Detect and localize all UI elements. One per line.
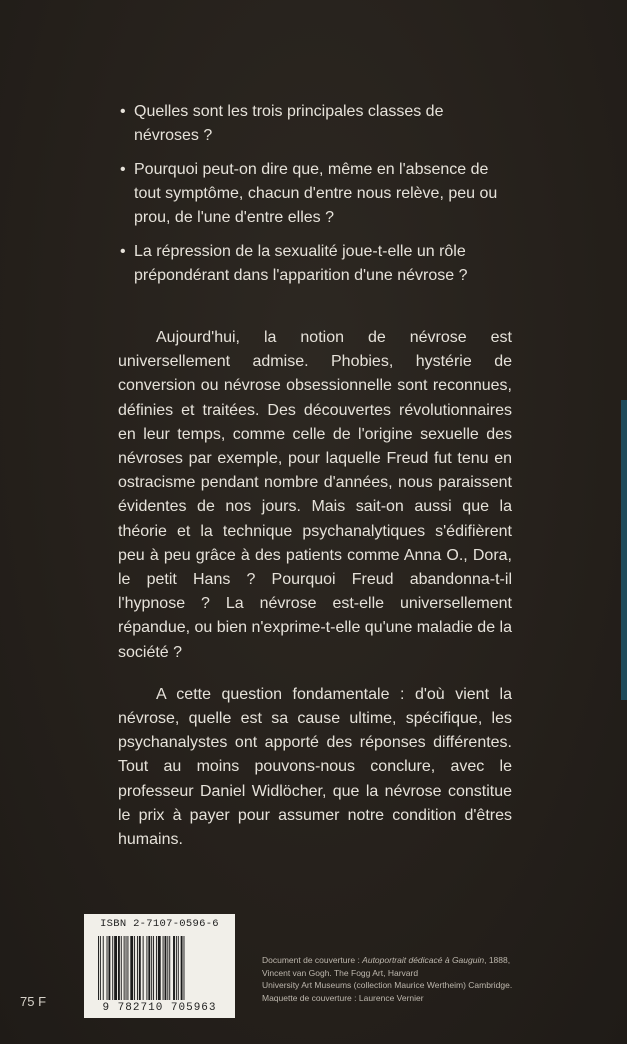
bullet-icon: • — [120, 161, 126, 178]
barcode-icon — [98, 936, 222, 1000]
cover-edge-strip — [621, 400, 627, 700]
isbn-text: ISBN 2-7107-0596-6 — [100, 918, 219, 930]
ean-number: 9 782710 705963 — [102, 1002, 217, 1014]
cover-credits — [262, 954, 602, 1004]
question-item: • Quelles sont les trois principales classes de névroses ? — [120, 100, 510, 148]
blurb-text — [118, 326, 512, 870]
bullet-icon: • — [120, 243, 126, 260]
bullet-icon: • — [120, 103, 126, 120]
credit-line: Vincent van Gogh. The Fogg Art, Harvard — [262, 967, 419, 978]
blurb-paragraph: A cette question fondamentale : d'où vient la névrose, quelle est sa cause ultime, spécifique, les psychanalystes ont apporté des réponses différentes. Tout au moins pouvons-nous conclure, avec le professeur Daniel Widlöcher, que la névrose constitue le prix à payer pour assumer notre condition d'êtres humains. — [118, 685, 512, 849]
credit-line: University Art Museums (collection Maurice Wertheim) Cambridge. — [262, 980, 513, 990]
price: 75 F — [20, 994, 47, 1009]
blurb-paragraph: Aujourd'hui, la notion de névrose est universellement admise. Phobies, hystérie de conversion ou névrose obsessionnelle sont reconnues, définies et traitées. Des découvertes révolutionnaires en leur temps, comme celle de l'origine sexuelle des névroses par exemple, pour laquelle Freud fut tenu en ostracisme pendant nombre d'années, nous paraissent évidentes de nos jours. Mais sait-on aussi que la théorie et la technique psychanalytiques s'édifièrent peu à peu grâce à des patients comme Anna O., Dora, le petit Hans ? Pourquoi Freud abandonna-t-il l'hypnose ? La névrose est-elle universellement répandue, ou bien n'exprime-t-elle qu'une maladie de la société ? — [118, 329, 512, 661]
question-item: • La répression de la sexualité joue-t-elle un rôle prépondérant dans l'apparition d'une névrose ? — [120, 240, 510, 288]
credit-line: Document de couverture : Autoportrait dédicacé à Gauguin, 1888, — [262, 955, 511, 965]
question-item: • Pourquoi peut-on dire que, même en l'absence de tout symptôme, chacun d'entre nous relève, peu ou prou, de l'une d'entre elles ? — [120, 158, 510, 230]
barcode-label — [84, 914, 235, 1018]
credit-line: Maquette de couverture : Laurence Vernier — [262, 992, 424, 1003]
artwork-title: Autoportrait dédicacé à Gauguin — [362, 955, 485, 965]
question-list — [120, 100, 510, 298]
